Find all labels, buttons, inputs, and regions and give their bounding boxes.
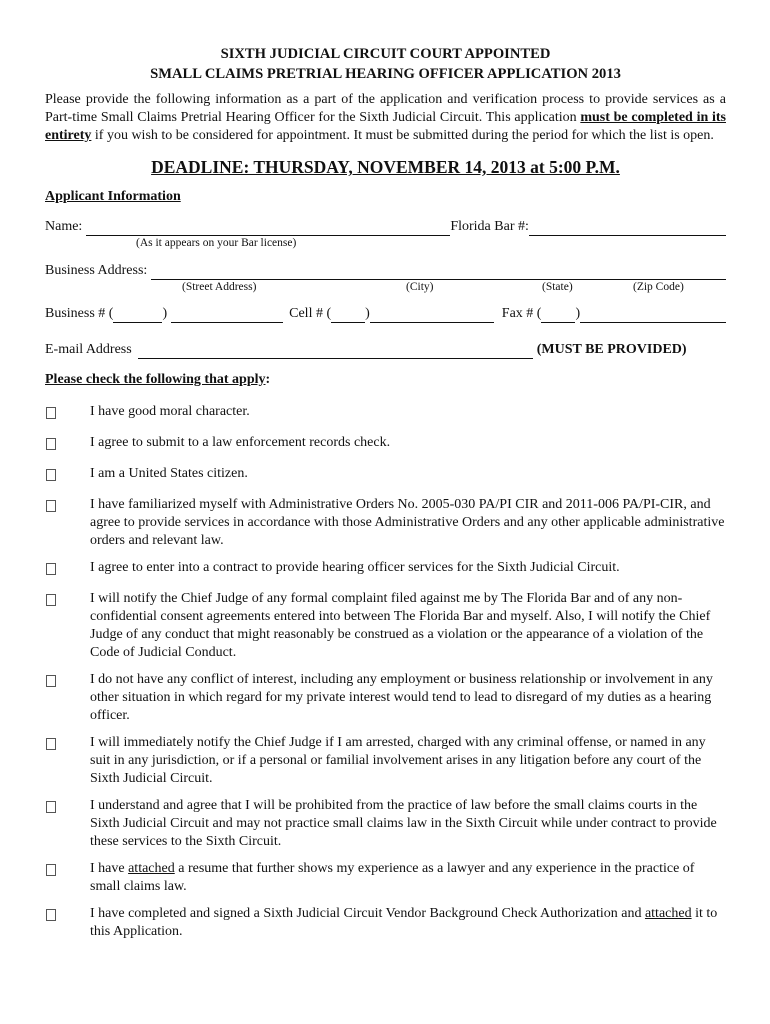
checkbox[interactable] bbox=[46, 469, 56, 481]
checkbox[interactable] bbox=[46, 594, 56, 606]
applicant-info-heading: Applicant Information bbox=[45, 189, 181, 204]
email-required-note: (MUST BE PROVIDED) bbox=[536, 342, 687, 357]
cell-phone-label: Cell # ( bbox=[289, 306, 332, 321]
checklist-item bbox=[45, 905, 726, 941]
checkbox[interactable] bbox=[46, 675, 56, 687]
business-area-code-field[interactable] bbox=[113, 308, 162, 323]
address-hints-row bbox=[45, 280, 726, 294]
application-form bbox=[45, 44, 726, 941]
name-label: Name: bbox=[45, 219, 83, 234]
deadline-heading: DEADLINE: THURSDAY, NOVEMBER 14, 2013 at 5:00 P.M. bbox=[151, 157, 620, 177]
checklist-item-text: I will notify the Chief Judge of any formal complaint filed against me by The Florida Bar and of any non-confidential consent agreements entered into between The Florida Bar and myself. Also, I will notify the Chief Judge of any conduct that might reasonably be construed as a violation or the appearance of a violation of the Code of Judicial Conduct. bbox=[90, 591, 711, 660]
fax-area-code-field[interactable] bbox=[541, 308, 575, 323]
phone-row bbox=[45, 305, 726, 323]
bar-number-label: Florida Bar #: bbox=[450, 219, 529, 234]
checklist-item-text: I am a United States citizen. bbox=[90, 466, 248, 481]
checklist-heading-text: Please check the following that apply bbox=[45, 372, 266, 387]
checklist-item-text: I have attached a resume that further shows my experience as a lawyer and any experience in the practice of small claims law. bbox=[90, 861, 695, 894]
checklist-item-text: I have familiarized myself with Administrative Orders No. 2005-030 PA/PI CIR and 2011-006 PA/PI-CIR, and agree to provide services in accordance with those Administrative Orders and any other applicable administrative orders and relevant law. bbox=[90, 497, 725, 548]
business-close-paren: ) bbox=[162, 306, 168, 321]
checkbox[interactable] bbox=[46, 438, 56, 450]
fax-close-paren: ) bbox=[575, 306, 581, 321]
checkbox[interactable] bbox=[46, 500, 56, 512]
fax-label: Fax # ( bbox=[501, 306, 542, 321]
checkbox[interactable] bbox=[46, 801, 56, 813]
title-line-1: SIXTH JUDICIAL CIRCUIT COURT APPOINTED bbox=[220, 46, 551, 62]
bar-number-field[interactable] bbox=[529, 221, 726, 236]
street-hint: (Street Address) bbox=[182, 281, 257, 293]
checklist bbox=[45, 403, 726, 941]
checkbox[interactable] bbox=[46, 407, 56, 419]
checklist-item-text: I will immediately notify the Chief Judge if I am arrested, charged with any criminal offense, or named in any suit in any jurisdiction, or if a personal or familial involvement arises in any litigation before any court of the Sixth Judicial Circuit. bbox=[90, 735, 706, 786]
name-hint: (As it appears on your Bar license) bbox=[136, 237, 297, 249]
checklist-item-text: I do not have any conflict of interest, including any employment or business relationship or involvement in any other situation in which regard for my private interest would tend to lead to disregard of my duties as a hearing officer. bbox=[90, 672, 713, 723]
business-phone-label: Business # ( bbox=[45, 306, 114, 321]
title-line-2: SMALL CLAIMS PRETRIAL HEARING OFFICER APPLICATION 2013 bbox=[150, 66, 621, 82]
checklist-item-text: I understand and agree that I will be prohibited from the practice of law before the small claims courts in the Sixth Judicial Circuit and may not practice small claims law in the Sixth Circuit while under contract to provide these services to the Sixth Circuit. bbox=[90, 798, 717, 849]
intro-text-2: if you wish to be considered for appointment. It must be submitted during the period for which the list is open. bbox=[91, 128, 714, 143]
checklist-item bbox=[45, 496, 726, 550]
checklist-item bbox=[45, 671, 726, 725]
checklist-heading-colon: : bbox=[265, 372, 271, 387]
checklist-item-text: I agree to enter into a contract to provide hearing officer services for the Sixth Judicial Circuit. bbox=[90, 560, 620, 575]
name-hint-row bbox=[45, 236, 726, 250]
email-row bbox=[45, 341, 726, 359]
intro-paragraph bbox=[45, 91, 726, 145]
checkbox[interactable] bbox=[46, 563, 56, 575]
checklist-item bbox=[45, 434, 726, 456]
fax-field[interactable] bbox=[580, 308, 726, 323]
checklist-item bbox=[45, 590, 726, 662]
checklist-item-text: I agree to submit to a law enforcement records check. bbox=[90, 435, 391, 450]
name-field[interactable] bbox=[86, 221, 450, 236]
address-label: Business Address: bbox=[45, 263, 148, 278]
city-hint: (City) bbox=[406, 281, 434, 293]
address-field[interactable] bbox=[151, 265, 726, 280]
checklist-item-text: I have completed and signed a Sixth Judicial Circuit Vendor Background Check Authorization and attached it to this Application. bbox=[90, 906, 718, 939]
checklist-item bbox=[45, 860, 726, 896]
zip-hint: (Zip Code) bbox=[633, 281, 684, 293]
checklist-item bbox=[45, 734, 726, 788]
email-label: E-mail Address bbox=[45, 342, 132, 357]
cell-area-code-field[interactable] bbox=[331, 308, 365, 323]
business-phone-field[interactable] bbox=[171, 308, 283, 323]
address-row bbox=[45, 262, 726, 280]
checklist-item bbox=[45, 403, 726, 425]
checkbox[interactable] bbox=[46, 738, 56, 750]
checklist-heading bbox=[45, 371, 726, 389]
attached-underlined: attached bbox=[128, 861, 175, 876]
checklist-item bbox=[45, 465, 726, 487]
checkbox[interactable] bbox=[46, 864, 56, 876]
intro-emphasis: must be completed in its entirety bbox=[45, 110, 726, 143]
checklist-item bbox=[45, 559, 726, 581]
name-row bbox=[45, 218, 726, 236]
form-title bbox=[45, 44, 726, 84]
email-field[interactable] bbox=[138, 344, 533, 359]
attached-underlined: attached bbox=[644, 906, 692, 921]
cell-close-paren: ) bbox=[365, 306, 370, 321]
cell-phone-field[interactable] bbox=[370, 308, 494, 323]
state-hint: (State) bbox=[542, 281, 573, 293]
intro-text-1: Please provide the following information as a part of the application and verification process to provide services as a Part-time Small Claims Pretrial Hearing Officer for the Sixth Judicial Circuit. This application bbox=[45, 92, 726, 125]
checkbox[interactable] bbox=[46, 909, 56, 921]
checklist-item bbox=[45, 797, 726, 851]
checklist-item-text: I have good moral character. bbox=[90, 404, 250, 419]
